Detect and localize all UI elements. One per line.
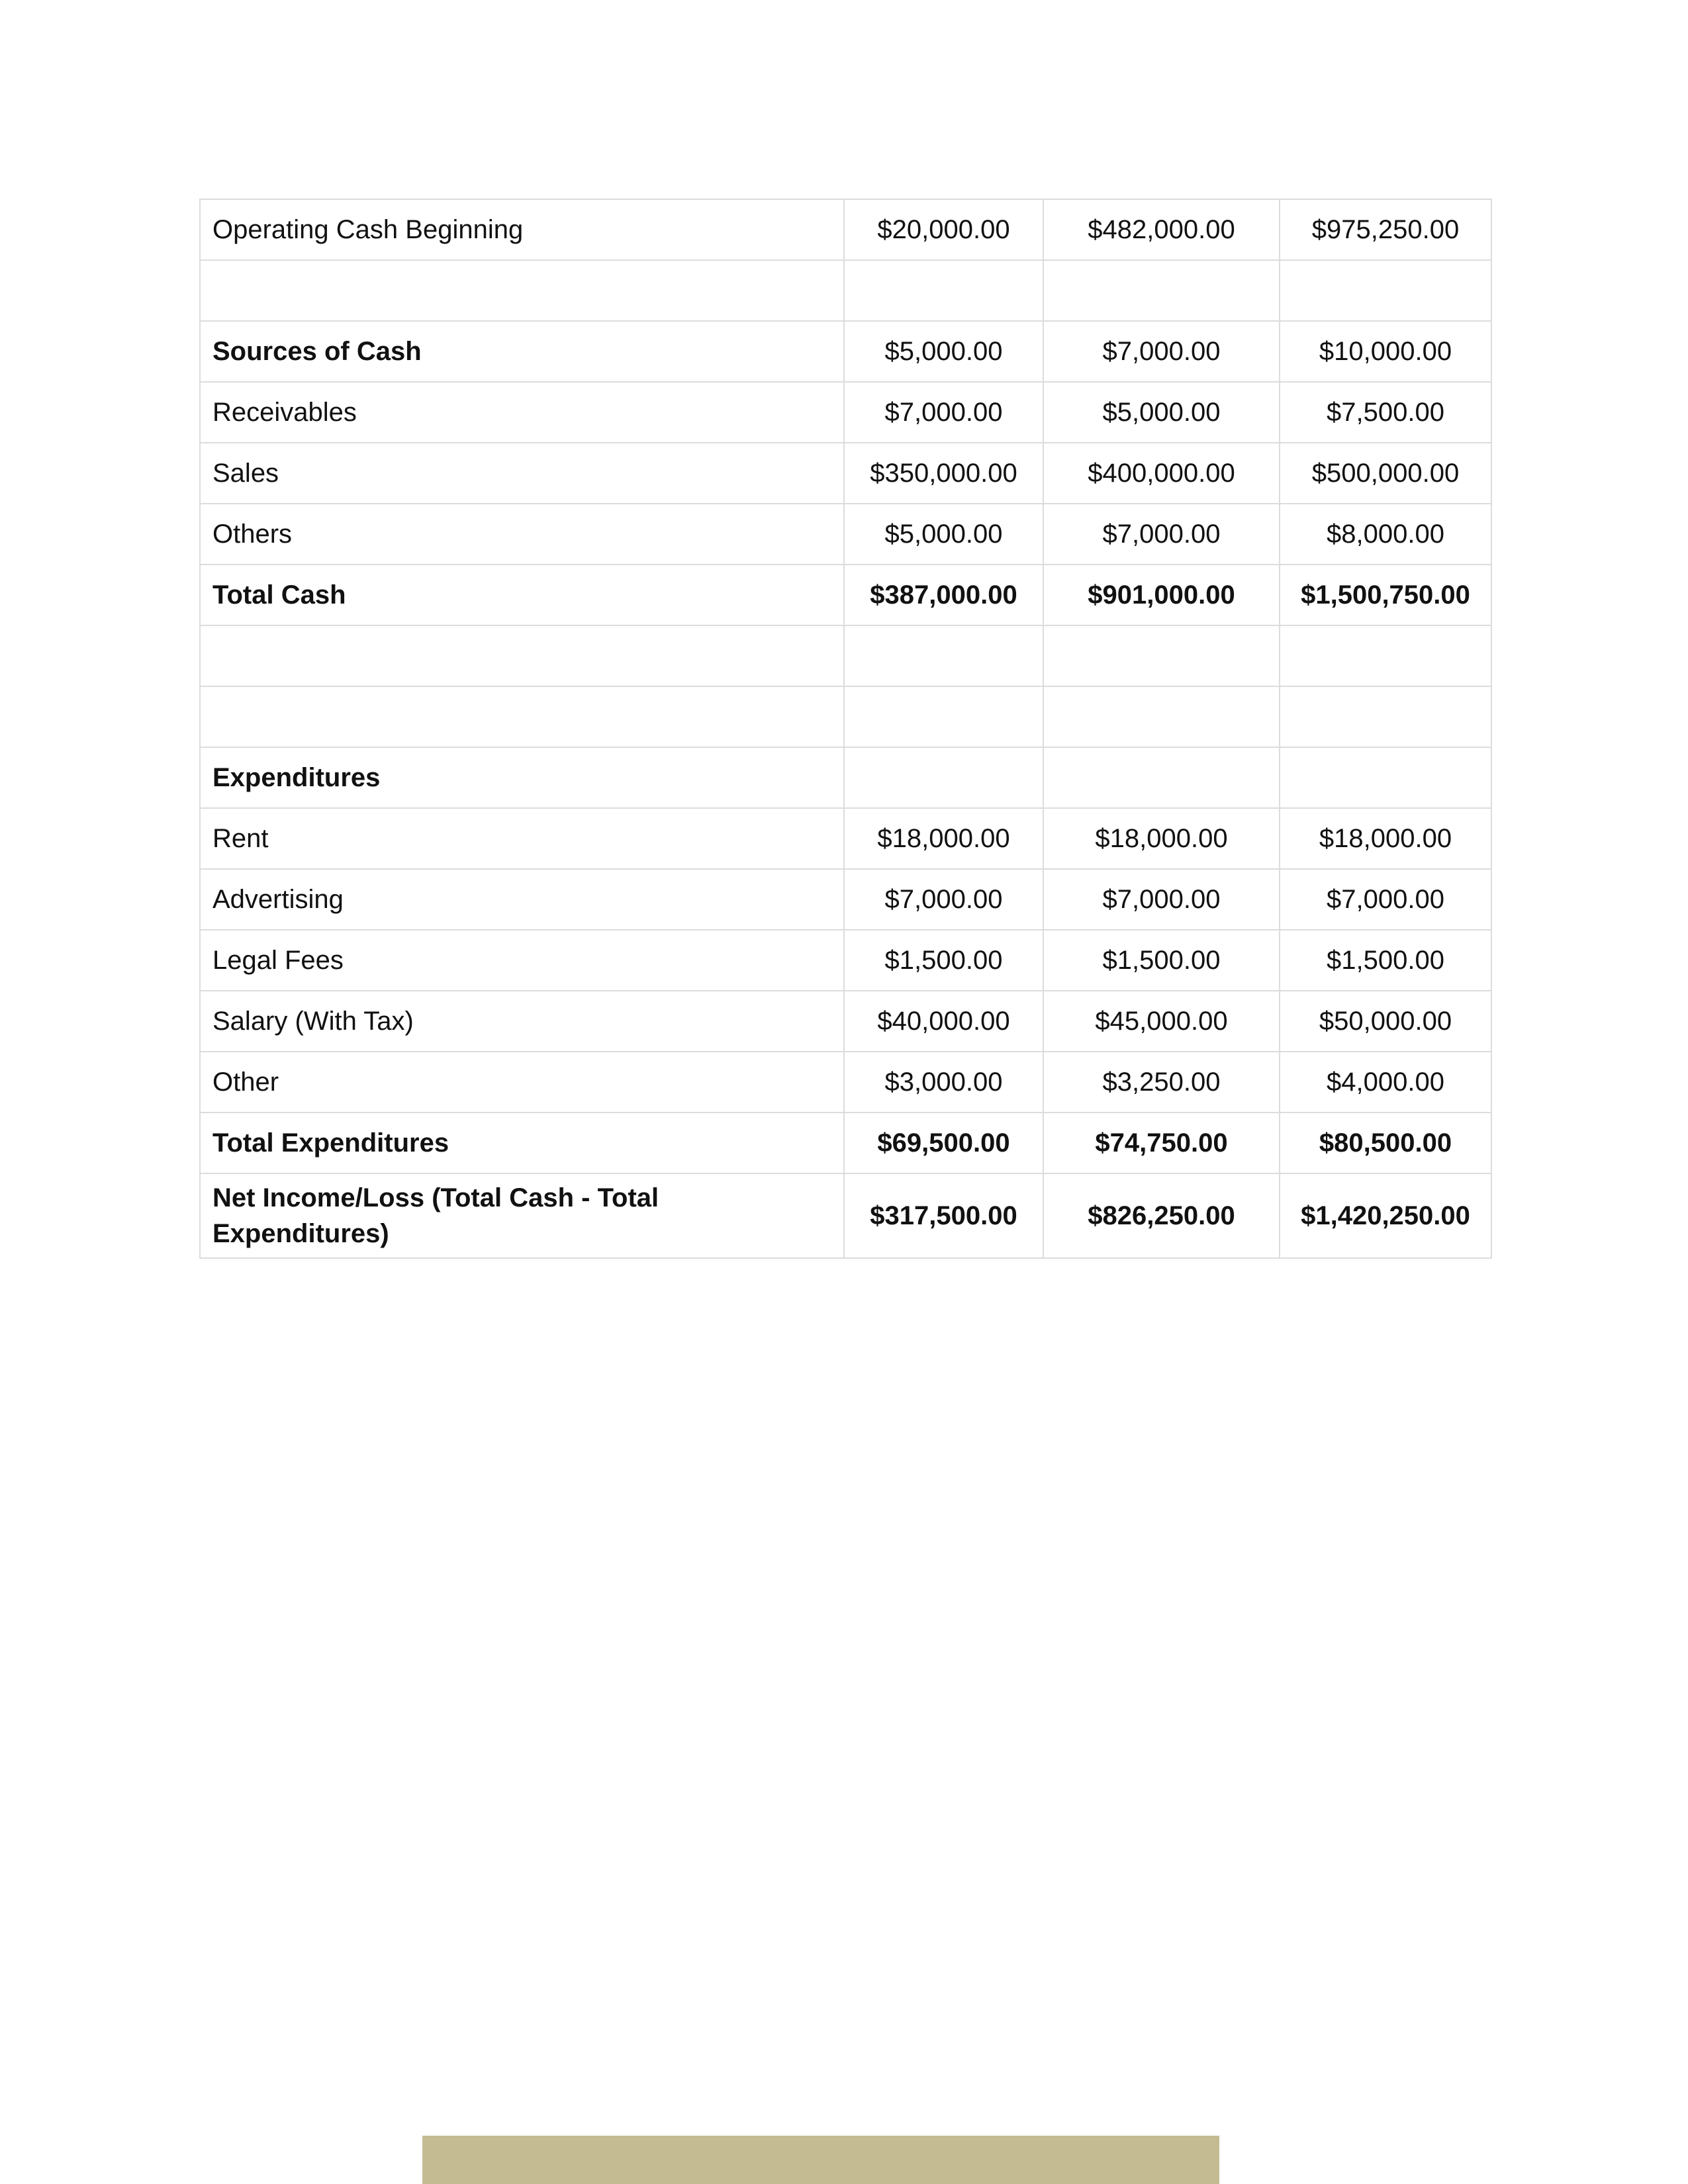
row-label: Legal Fees bbox=[200, 930, 844, 991]
row-label: Other bbox=[200, 1052, 844, 1113]
value-cell-period-1: $350,000.00 bbox=[844, 443, 1043, 504]
table-row bbox=[200, 1173, 1491, 1258]
value-cell-period-2: $7,000.00 bbox=[1043, 869, 1280, 930]
value-cell-period-3: $7,000.00 bbox=[1280, 869, 1491, 930]
cash-flow-table bbox=[199, 199, 1492, 1259]
row-label: Sources of Cash bbox=[200, 321, 844, 382]
row-label: Expenditures bbox=[200, 747, 844, 808]
row-label bbox=[200, 686, 844, 747]
table-row bbox=[200, 443, 1491, 504]
value-cell-period-1 bbox=[844, 260, 1043, 321]
value-cell-period-2: $1,500.00 bbox=[1043, 930, 1280, 991]
table-row bbox=[200, 625, 1491, 686]
value-cell-period-3: $1,420,250.00 bbox=[1280, 1173, 1491, 1258]
row-label: Salary (With Tax) bbox=[200, 991, 844, 1052]
value-cell-period-2 bbox=[1043, 747, 1280, 808]
value-cell-period-1: $5,000.00 bbox=[844, 321, 1043, 382]
value-cell-period-2 bbox=[1043, 686, 1280, 747]
footer-decorative-bar bbox=[422, 2136, 1219, 2184]
table-row bbox=[200, 565, 1491, 625]
value-cell-period-3: $500,000.00 bbox=[1280, 443, 1491, 504]
value-cell-period-3: $4,000.00 bbox=[1280, 1052, 1491, 1113]
value-cell-period-1: $5,000.00 bbox=[844, 504, 1043, 565]
row-label: Operating Cash Beginning bbox=[200, 199, 844, 260]
table-row bbox=[200, 930, 1491, 991]
row-label: Rent bbox=[200, 808, 844, 869]
table-row bbox=[200, 747, 1491, 808]
table-row bbox=[200, 504, 1491, 565]
value-cell-period-3 bbox=[1280, 260, 1491, 321]
value-cell-period-2: $901,000.00 bbox=[1043, 565, 1280, 625]
row-label: Others bbox=[200, 504, 844, 565]
table-row bbox=[200, 199, 1491, 260]
value-cell-period-1: $69,500.00 bbox=[844, 1113, 1043, 1173]
value-cell-period-3: $975,250.00 bbox=[1280, 199, 1491, 260]
value-cell-period-1: $20,000.00 bbox=[844, 199, 1043, 260]
value-cell-period-3: $10,000.00 bbox=[1280, 321, 1491, 382]
table-row bbox=[200, 382, 1491, 443]
row-label: Advertising bbox=[200, 869, 844, 930]
value-cell-period-1: $7,000.00 bbox=[844, 382, 1043, 443]
value-cell-period-2: $18,000.00 bbox=[1043, 808, 1280, 869]
row-label: Total Cash bbox=[200, 565, 844, 625]
value-cell-period-1: $1,500.00 bbox=[844, 930, 1043, 991]
value-cell-period-3 bbox=[1280, 747, 1491, 808]
row-label bbox=[200, 625, 844, 686]
value-cell-period-1: $7,000.00 bbox=[844, 869, 1043, 930]
value-cell-period-3: $18,000.00 bbox=[1280, 808, 1491, 869]
row-label: Total Expenditures bbox=[200, 1113, 844, 1173]
value-cell-period-2: $7,000.00 bbox=[1043, 504, 1280, 565]
value-cell-period-2: $74,750.00 bbox=[1043, 1113, 1280, 1173]
table-row bbox=[200, 991, 1491, 1052]
value-cell-period-1: $317,500.00 bbox=[844, 1173, 1043, 1258]
value-cell-period-2: $45,000.00 bbox=[1043, 991, 1280, 1052]
value-cell-period-2: $400,000.00 bbox=[1043, 443, 1280, 504]
value-cell-period-1: $40,000.00 bbox=[844, 991, 1043, 1052]
value-cell-period-2: $482,000.00 bbox=[1043, 199, 1280, 260]
value-cell-period-3 bbox=[1280, 686, 1491, 747]
row-label: Receivables bbox=[200, 382, 844, 443]
value-cell-period-1 bbox=[844, 625, 1043, 686]
value-cell-period-3: $1,500.00 bbox=[1280, 930, 1491, 991]
table-row bbox=[200, 869, 1491, 930]
table-row bbox=[200, 1113, 1491, 1173]
value-cell-period-2 bbox=[1043, 260, 1280, 321]
value-cell-period-2: $826,250.00 bbox=[1043, 1173, 1280, 1258]
row-label bbox=[200, 260, 844, 321]
value-cell-period-1: $387,000.00 bbox=[844, 565, 1043, 625]
table-row bbox=[200, 260, 1491, 321]
value-cell-period-1: $18,000.00 bbox=[844, 808, 1043, 869]
value-cell-period-3: $8,000.00 bbox=[1280, 504, 1491, 565]
row-label: Sales bbox=[200, 443, 844, 504]
value-cell-period-3: $50,000.00 bbox=[1280, 991, 1491, 1052]
value-cell-period-3: $7,500.00 bbox=[1280, 382, 1491, 443]
value-cell-period-3: $80,500.00 bbox=[1280, 1113, 1491, 1173]
value-cell-period-2: $3,250.00 bbox=[1043, 1052, 1280, 1113]
value-cell-period-1: $3,000.00 bbox=[844, 1052, 1043, 1113]
table-row bbox=[200, 321, 1491, 382]
value-cell-period-3 bbox=[1280, 625, 1491, 686]
value-cell-period-2 bbox=[1043, 625, 1280, 686]
table-row bbox=[200, 808, 1491, 869]
value-cell-period-1 bbox=[844, 747, 1043, 808]
value-cell-period-2: $5,000.00 bbox=[1043, 382, 1280, 443]
value-cell-period-3: $1,500,750.00 bbox=[1280, 565, 1491, 625]
cash-flow-table-body bbox=[200, 199, 1491, 1258]
row-label: Net Income/Loss (Total Cash - Total Expenditures) bbox=[200, 1173, 844, 1258]
value-cell-period-1 bbox=[844, 686, 1043, 747]
table-row bbox=[200, 686, 1491, 747]
value-cell-period-2: $7,000.00 bbox=[1043, 321, 1280, 382]
table-row bbox=[200, 1052, 1491, 1113]
